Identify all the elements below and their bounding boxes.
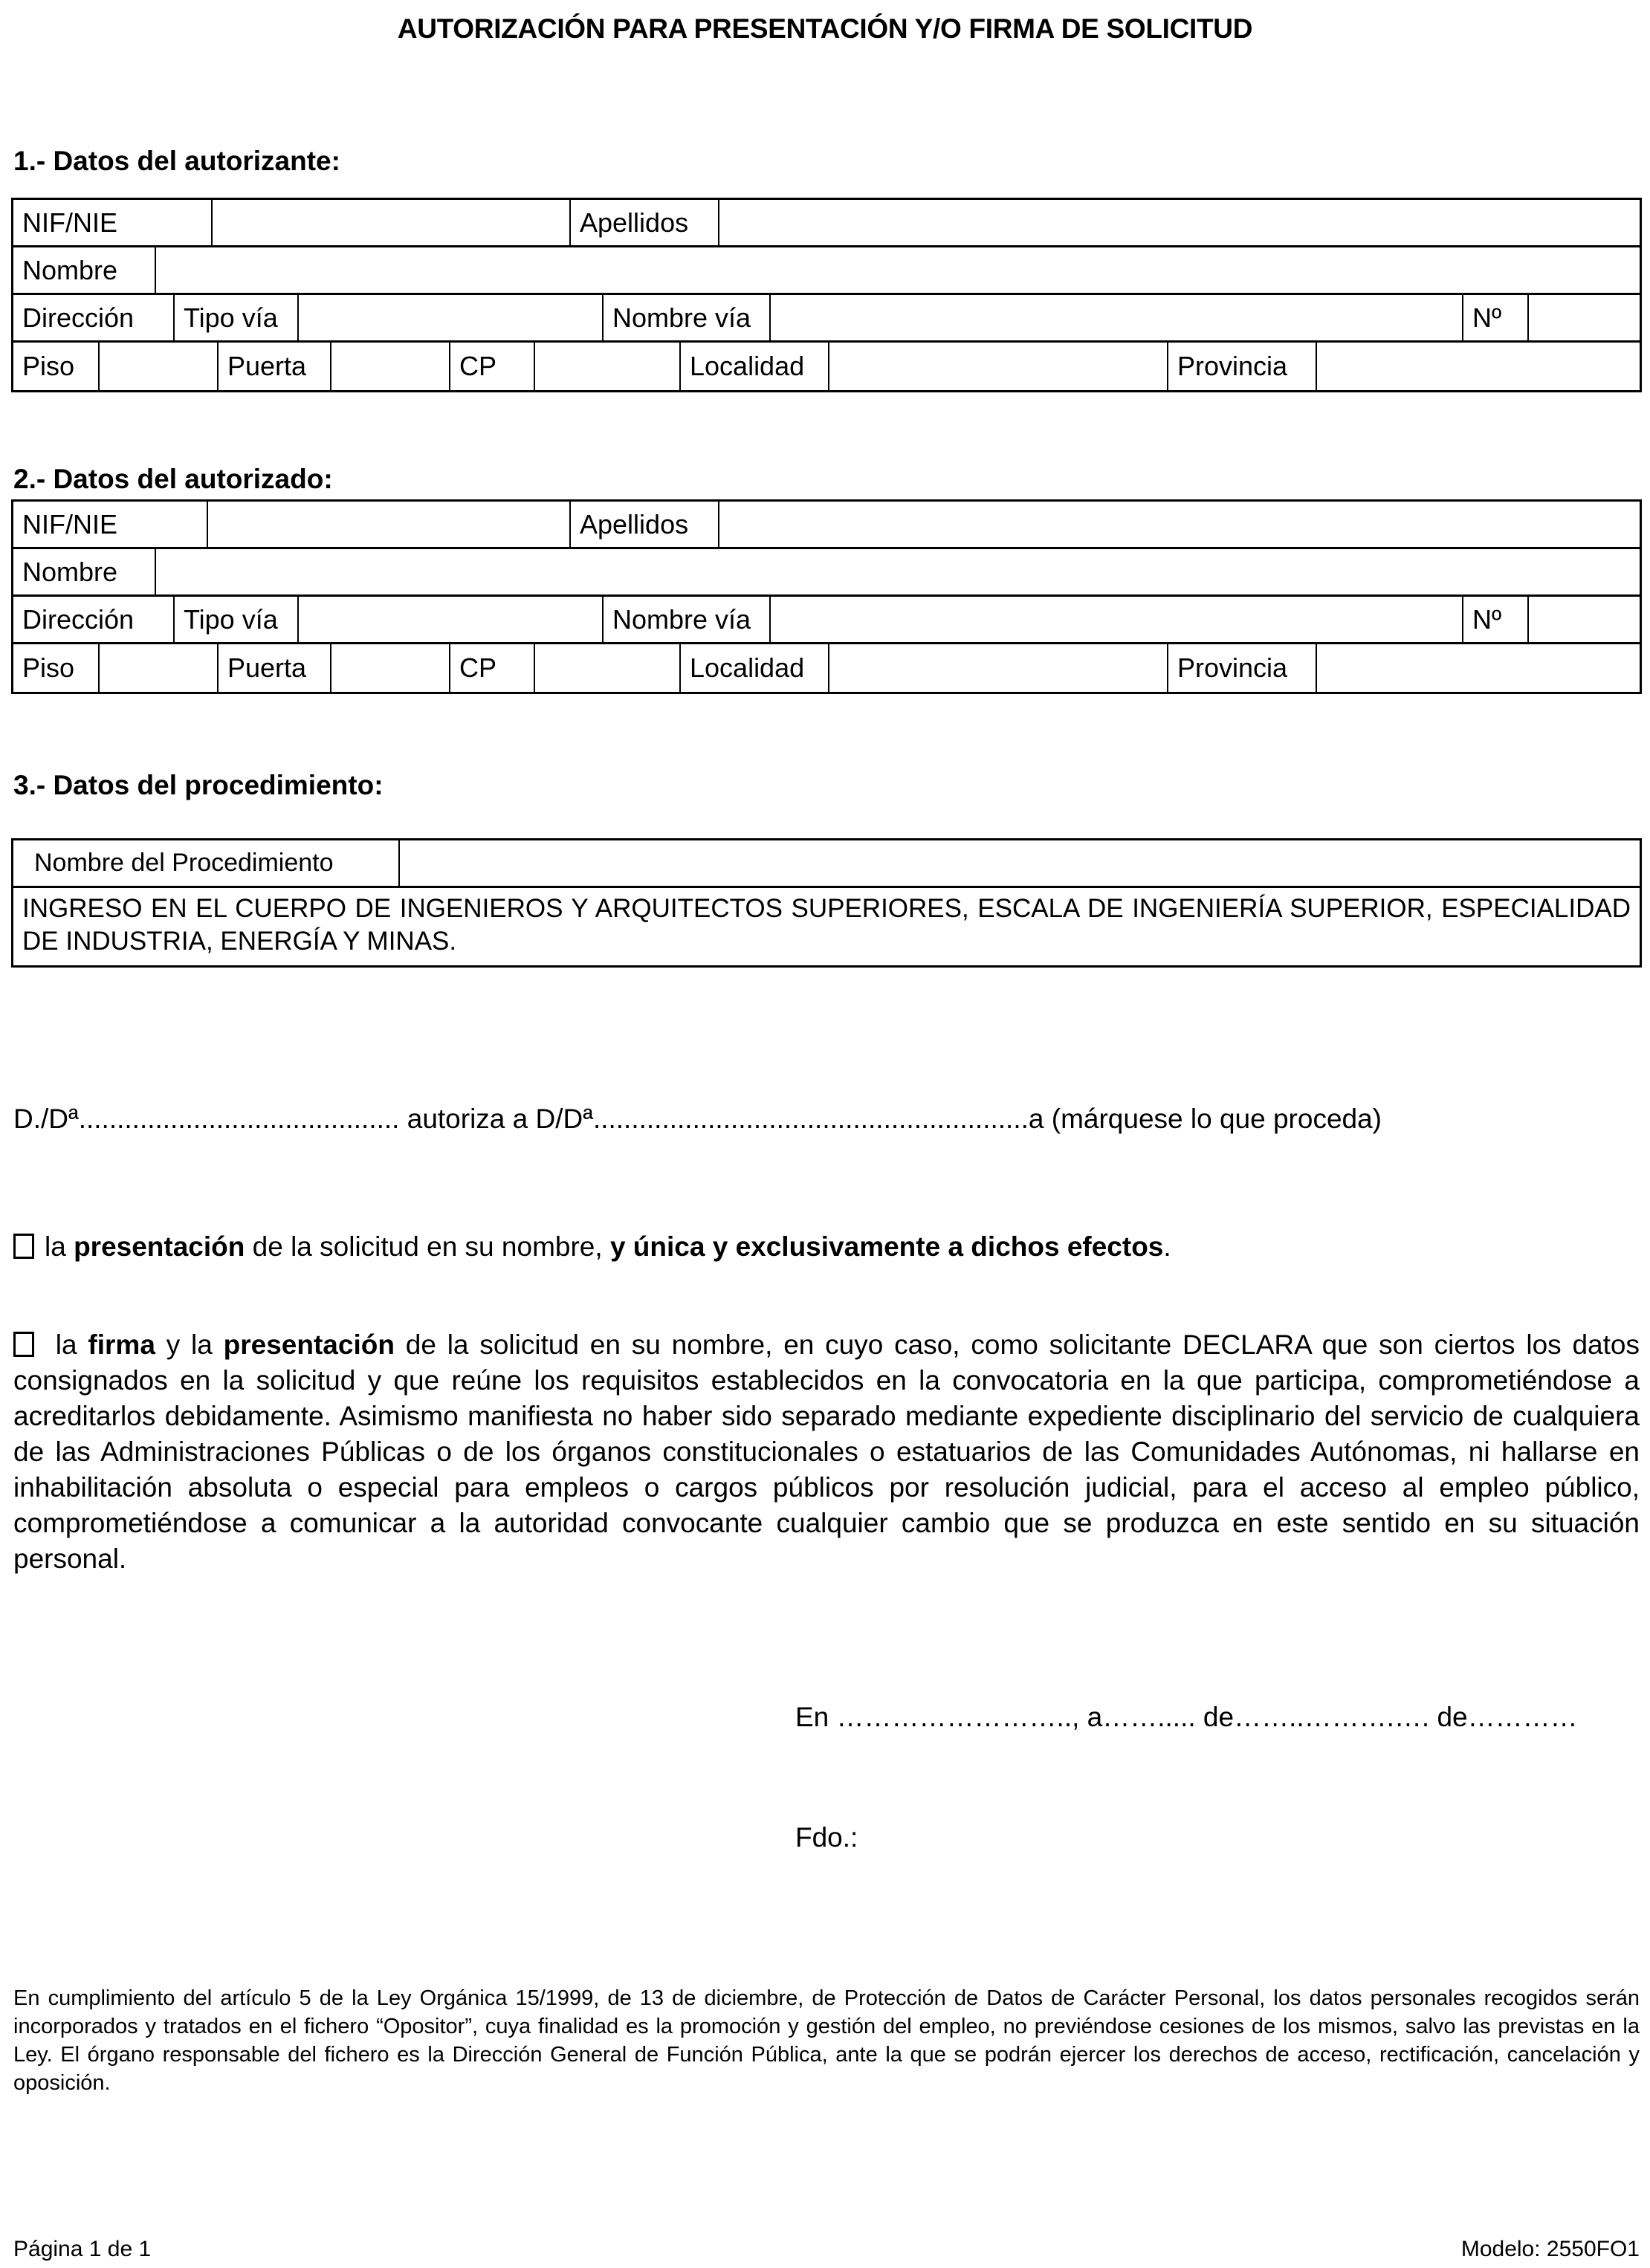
autorizante-apellidos-input[interactable]: [719, 200, 1640, 245]
autorizado-piso-field[interactable]: [100, 644, 219, 692]
apellidos-label: Apellidos: [571, 200, 719, 245]
option-text: la: [45, 1231, 74, 1262]
procedimiento-label: Nombre del Procedimiento: [13, 840, 400, 886]
provincia-label: Provincia: [1168, 644, 1317, 692]
autorizante-row-nif: [13, 200, 1640, 247]
option-text: la: [45, 1329, 88, 1360]
autorizado-apellidos-input[interactable]: [719, 502, 1640, 547]
autorizado-numero-field[interactable]: [1529, 597, 1640, 642]
option-firma-presentacion: [13, 1327, 1640, 1577]
autorizante-row-piso: [13, 343, 1640, 390]
authorization-middle: autoriza a D/Dª: [399, 1104, 593, 1134]
autorizante-tipo-via-input[interactable]: [299, 295, 602, 340]
localidad-label: Localidad: [681, 343, 829, 390]
autorizante-nombre-via-field[interactable]: [771, 295, 1463, 340]
authorization-suffix: a (márquese lo que proceda): [1028, 1104, 1382, 1134]
option-text-bold: presentación: [74, 1231, 245, 1262]
puerta-label: Puerta: [219, 343, 331, 390]
autorizado-provincia-input[interactable]: [1317, 644, 1640, 692]
apellidos-label: Apellidos: [571, 502, 719, 547]
nif-label: NIF/NIE: [13, 200, 213, 245]
procedimiento-description: INGRESO EN EL CUERPO DE INGENIEROS Y ARQUITECTOS SUPERIORES, ESCALA DE INGENIERÍA SUPERIOR, ESPECIALIDAD DE INDUSTRIA, ENERGÍA Y MINAS.: [22, 894, 1631, 956]
autorizante-cp-field[interactable]: [535, 343, 681, 390]
cp-label: CP: [450, 343, 535, 390]
option-text: y la: [155, 1329, 224, 1360]
autorizado-nombre-input[interactable]: [156, 549, 1640, 594]
autorizante-puerta-input[interactable]: [331, 343, 449, 390]
autorizante-provincia-field[interactable]: [1317, 343, 1640, 390]
section-heading-procedimiento: 3.- Datos del procedimiento:: [13, 770, 384, 800]
autorizante-apellidos-field[interactable]: [719, 200, 1640, 245]
nif-label: NIF/NIE: [13, 502, 208, 547]
autorizante-name-blank[interactable]: ..........................................: [78, 1104, 400, 1134]
autorizado-cp-input[interactable]: [535, 644, 679, 692]
option-text: de la solicitud en su nombre,: [245, 1231, 610, 1262]
localidad-label: Localidad: [681, 644, 829, 692]
autorizado-name-blank[interactable]: .........................................................: [592, 1104, 1029, 1134]
autorizado-nombre-field[interactable]: [156, 549, 1640, 594]
autorizante-table: [11, 198, 1642, 392]
autorizado-puerta-input[interactable]: [331, 644, 449, 692]
option-text-bold: firma: [88, 1329, 155, 1360]
direccion-label: Dirección: [13, 597, 175, 642]
puerta-label: Puerta: [219, 644, 331, 692]
option-presentacion-checkbox[interactable]: [13, 1234, 34, 1259]
piso-label: Piso: [13, 343, 100, 390]
autorizado-cp-field[interactable]: [535, 644, 681, 692]
autorizante-piso-input[interactable]: [100, 343, 217, 390]
numero-label: Nº: [1463, 597, 1529, 642]
autorizado-tipo-via-field[interactable]: [299, 597, 604, 642]
signature-label: Fdo.:: [795, 1822, 858, 1853]
option-text-bold: presentación: [223, 1329, 395, 1360]
tipo-via-label: Tipo vía: [175, 597, 299, 642]
option-text: .: [1163, 1231, 1171, 1262]
autorizado-nif-field[interactable]: [208, 502, 571, 547]
autorizante-numero-field[interactable]: [1529, 295, 1640, 340]
autorizante-nombre-via-input[interactable]: [771, 295, 1462, 340]
procedimiento-row-name: [13, 840, 1640, 888]
autorizado-tipo-via-input[interactable]: [299, 597, 602, 642]
autorizante-tipo-via-field[interactable]: [299, 295, 604, 340]
option-presentacion: [13, 1229, 1640, 1265]
autorizado-row-direccion: [13, 597, 1640, 644]
procedimiento-name-field[interactable]: [400, 840, 1640, 886]
autorizado-provincia-field[interactable]: [1317, 644, 1640, 692]
autorizado-numero-input[interactable]: [1529, 597, 1640, 642]
procedimiento-table: [11, 838, 1642, 968]
autorizado-localidad-field[interactable]: [829, 644, 1168, 692]
autorizante-nif-input[interactable]: [213, 200, 569, 245]
place-date-line[interactable]: En …………………….., a……..... de……..……….…. de…………: [795, 1702, 1578, 1732]
autorizado-puerta-field[interactable]: [331, 644, 450, 692]
model-code: Modelo: 2550FO1: [1460, 2237, 1640, 2261]
tipo-via-label: Tipo vía: [175, 295, 299, 340]
autorizado-piso-input[interactable]: [100, 644, 217, 692]
section-heading-autorizado: 2.- Datos del autorizado:: [13, 464, 333, 494]
authorization-prefix: D./Dª: [13, 1104, 79, 1134]
autorizante-nif-field[interactable]: [213, 200, 571, 245]
autorizante-row-nombre: [13, 247, 1640, 295]
autorizante-cp-input[interactable]: [535, 343, 679, 390]
section-heading-autorizante: 1.- Datos del autorizante:: [13, 146, 340, 176]
nombre-via-label: Nombre vía: [604, 295, 771, 340]
provincia-label: Provincia: [1168, 343, 1317, 390]
autorizado-apellidos-field[interactable]: [719, 502, 1640, 547]
autorizante-puerta-field[interactable]: [331, 343, 450, 390]
nombre-label: Nombre: [13, 247, 156, 293]
autorizado-row-nif: [13, 502, 1640, 549]
nombre-via-label: Nombre vía: [604, 597, 771, 642]
numero-label: Nº: [1463, 295, 1529, 340]
autorizado-localidad-input[interactable]: [829, 644, 1167, 692]
autorizado-row-nombre: [13, 549, 1640, 597]
cp-label: CP: [450, 644, 535, 692]
autorizado-nif-input[interactable]: [208, 502, 569, 547]
autorizado-nombre-via-input[interactable]: [771, 597, 1462, 642]
privacy-notice: En cumplimiento del artículo 5 de la Ley Orgánica 15/1999, de 13 de diciembre, de Protección de Datos de Carácter Personal, los datos personales recogidos serán incorporados y tratados en el fichero “Opositor”, cuya finalidad es la promoción y gestión del empleo, no previéndose cesiones de los mismos, salvo las previstas en la Ley. El órgano responsable del fichero es la Dirección General de Función Pública, ante la que se podrán ejercer los derechos de acceso, rectificación, cancelación y oposición.: [13, 1986, 1640, 2095]
autorizante-piso-field[interactable]: [100, 343, 219, 390]
autorizado-table: [11, 499, 1642, 694]
nombre-label: Nombre: [13, 549, 156, 594]
procedimiento-name-input[interactable]: [400, 840, 1640, 886]
page-number: Página 1 de 1: [13, 2237, 152, 2261]
document-title: AUTORIZACIÓN PARA PRESENTACIÓN Y/O FIRMA DE SOLICITUD: [397, 13, 1253, 44]
autorizante-nombre-input[interactable]: [156, 247, 1640, 293]
autorizante-localidad-field[interactable]: [829, 343, 1168, 390]
autorizante-row-direccion: [13, 295, 1640, 343]
autorizante-numero-input[interactable]: [1529, 295, 1640, 340]
autorizado-row-piso: [13, 644, 1640, 692]
autorizante-nombre-field[interactable]: [156, 247, 1640, 293]
autorizado-nombre-via-field[interactable]: [771, 597, 1463, 642]
autorizante-localidad-input[interactable]: [829, 343, 1167, 390]
option-firma-checkbox[interactable]: [13, 1332, 34, 1357]
autorizante-provincia-input[interactable]: [1317, 343, 1640, 390]
option-declaration-text: de la solicitud en su nombre, en cuyo caso, como solicitante DECLARA que son ciertos los datos consignados en la solicitud y que reúne los requisitos establecidos en la convocatoria en la que participa, comprometiéndose a acreditarlos debidamente. Asimismo manifiesta no haber sido separado mediante expediente disciplinario del servicio de cualquiera de las Administraciones Públicas o de los órganos constitucionales o estatuarios de las Comunidades Autónomas, ni hallarse en inhabilitación absoluta o especial para empleos o cargos públicos por resolución judicial, para el acceso al empleo público, comprometiéndose a comunicar a la autoridad convocante cualquier cambio que se produzca en este sentido en su situación personal.: [13, 1329, 1640, 1574]
authorization-line: [13, 1101, 1640, 1137]
direccion-label: Dirección: [13, 295, 175, 340]
option-text-bold: y única y exclusivamente a dichos efectos: [609, 1231, 1164, 1262]
piso-label: Piso: [13, 644, 100, 692]
